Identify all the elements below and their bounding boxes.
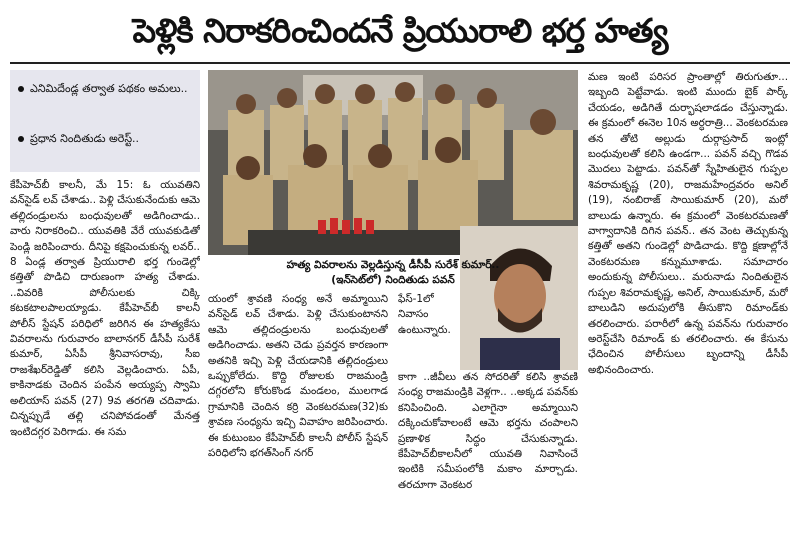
article-column-3: కాగా ..జీవీలు తన సోదరితో కలిసి శ్రావణి సంధ్య రాజమండ్రికి వెళ్లగా.. ..అక్కడ పవన్‌కు కనిపించింది. ఎలాగైనా అమ్మాయిని దక్కించుకోవాలంటే ఆమె భర్తను చంపాలని ప్రణాళిక సిద్ధం చేసుకున్నాడు. కేపీహెచ్‌బీకాలనీలో యువతి నివాసించే ఇంటికి సమీపంలోకి మకాం మార్చాడు. తరచూగా వెంకటర	[398, 371, 578, 491]
headline-rule	[10, 62, 790, 64]
article-column-4: మణ ఇంటి పరిసర ప్రాంతాల్లో తిరుగుతూ... ఇబ్బంది పెట్టేవాడు. ఇంటి ముందు బైక్‌ పార్క్‌ చేయడం, అడిగితే దుర్భాషలాడడం చేస్తున్నాడు. ఈ క్రమంలో ఈనెల 10న అర్ధరాత్రి... వెంకటరమణ తన తోటి అల్లుడు దుర్గాప్రసాద్‌ ఇంట్లో బంధువులతో కలిసి ఉండగా... పవన్‌ వచ్చి గొడవ మొదలు పెట్టాడు. పవన్‌తో స్నేహితులైన గుప్పల శివరామకృష్ణ (20), రాజమహేంద్రవరం అనిల్‌ (19), నంబిరాజ్‌ సాయికుమార్‌ (20), మరో బాలుడు ఉన్నారు. ఈ క్రమంలో వెంకటరమణతో వాగ్వాదానికి దిగిన పవన్‌.. తన వెంట తెచ్చుకున్న కత్తితో అతని గుండెల్లో పొడిచాడు. కొద్ది క్షణాల్లోనే వెంకటరమణ కన్నుమూశాడు. సమాచారం అందుకున్న పోలీసులు.. మరునాడు నిందితులైన గుప్పల శివరామకృష్ణ, అనిల్‌, సాయికుమార్‌, మరో బాలుడిని అదుపులోకి తీసుకొని రిమాండ్‌కు తరలించారు. పరారీలో ఉన్న పవన్‌ను గురువారం అరెస్ట్‌చేసి రిమాండ్‌ కు తరలించారు. ఈ కేసును ఛేదించిన పోలీసులు బృందాన్ని డీసీపీ అభినందించారు.	[588, 71, 788, 376]
article-column-2: యంలో శ్రావణి సంధ్య అనే అమ్మాయిని వన్‌సైడ్‌ లవ్‌ చేశాడు. పెళ్లి చేసుకుంటానని ఆమె తల్లిదండ్రులను బంధువులతో అడిగించాడు. అతని చెడు ప్రవర్తన కారణంగా అతనికి ఇచ్చి పెళ్లి చేయడానికి తల్లిదండ్రులు ఒప్పుకోలేదు. కొద్ది రోజులకు రాజమండ్రి దగ్గరలోని కోరుకొండ మండలం, ములగాడ గ్రామానికి చెందిన కర్రి వెంకటరమణ(32)కు శ్రావణ సంధ్యను ఇచ్చి వివాహం జరిపించారు. ఈ కుటుంబం కేపీహెచ్‌బీ కాలనీ పోలీస్‌ స్టేషన్‌ పరిధిలోని భగత్‌సింగ్‌ నగర్‌	[208, 293, 388, 460]
article-column-1: కేపీహెచ్‌బీ కాలనీ, మే 15: ఓ యువతిని వన్‌సైడ్‌ లవ్‌ చేశాడు.. పెళ్లి చేసుకునేందుకు ఆమె తల్లిదండ్రులను బంధువులతో అడిగించాడు.. వారు నిరాకరించి.. యువతికి వేరే యువకుడితో పెండ్లి జరిపించారు. దీనిపై కక్షపెంచుకున్న లవర్‌.. 8 ఏండ్ల తర్వాత ప్రియురాలి భర్త గుండెల్లో కత్తితో పొడిచి దారుణంగా హత్య చేశాడు. ..వివరికి పోలీసులకు చిక్కి కటకటాలపాలయ్యాడు. కేపీహెచ్‌బీ కాలనీ పోలీస్‌ స్టేషన్‌ పరిధిలో జరిగిన ఈ హత్యకేసు వివరాలను గురువారం బాలానగర్‌ డీసీపీ సురేశ్‌ కుమార్‌, ఏసీపీ శ్రీనివాసరావు, సీఐ రాజశేఖర్‌రెడ్డితో కలిసి వెల్లడించారు. ఏపీ, కాకినాడకు చెందిన పంపేన అయ్యప్ప స్వామి అలియాస్‌ పవన్‌ (27) 9వ తరగతి చదివాడు. చిన్నప్పుడే తల్లి చనిపోవడంతో మేనత్త ఇంటిదగ్గర పెరిగాడు. ఈ సమ	[10, 179, 200, 438]
bullet-item-1: ఎనిమిదేండ్ల తర్వాత పథకం అమలు..	[18, 82, 192, 96]
bullet-box	[10, 70, 200, 172]
article-column-3-short: ఫేస్‌-1లో నివాసం ఉంటున్నారు.	[398, 293, 451, 336]
bullet-dot-icon	[18, 136, 24, 142]
accused-portrait	[460, 226, 578, 370]
bullet-item-2: ప్రధాన నిందితుడు అరెస్ట్‌..	[18, 132, 192, 146]
bullet-dot-icon	[18, 86, 24, 92]
accused-inset-photo	[460, 226, 578, 370]
photo-caption: హత్య వివరాలను వెల్లడిస్తున్న డీసీపీ సురేశ్‌ కుమార్‌.. (ఇన్‌సెట్‌లో) నిందితుడు పవన్‌	[286, 259, 500, 286]
headline: పెళ్లికి నిరాకరించిందనే ప్రియురాలి భర్త హత్య	[132, 11, 668, 50]
